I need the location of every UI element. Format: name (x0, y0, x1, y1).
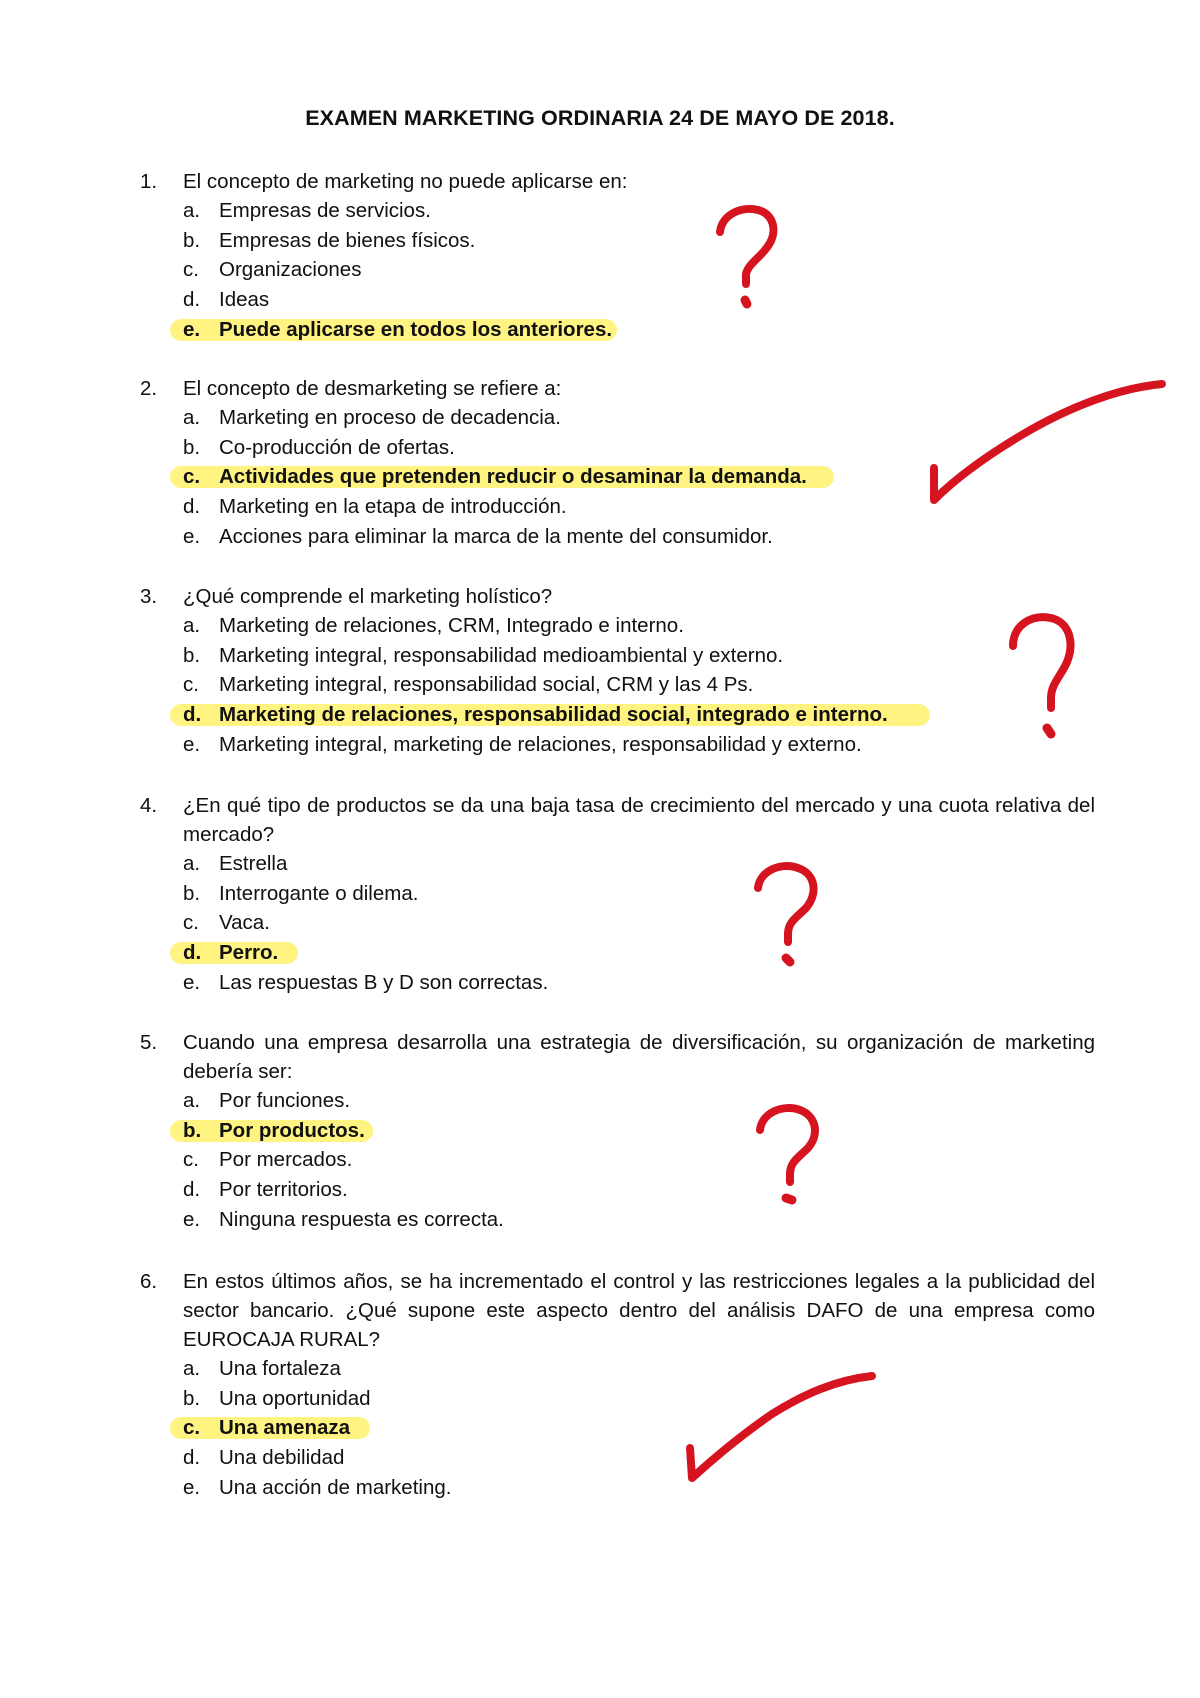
option-letter: c. (183, 1148, 199, 1172)
option-letter: d. (183, 703, 202, 727)
option-letter: d. (183, 941, 202, 965)
option-a (183, 611, 1095, 641)
option-letter: c. (183, 1416, 201, 1440)
option-a (183, 1354, 1095, 1384)
option-text: Una amenaza (219, 1416, 351, 1440)
option-text: Marketing en la etapa de introducción. (219, 495, 567, 519)
option-text: Marketing de relaciones, responsabilidad social, integrado e interno. (219, 703, 888, 727)
option-text: Una debilidad (219, 1446, 345, 1470)
option-text: Por territorios. (219, 1178, 348, 1202)
option-e (183, 1473, 1095, 1503)
option-letter: b. (183, 1386, 201, 1410)
option-c (183, 1145, 1095, 1175)
check-mark-icon (680, 1366, 880, 1496)
option-letter: b. (183, 1118, 202, 1142)
option-letter: a. (183, 852, 201, 875)
option-text: Una fortaleza (219, 1357, 341, 1380)
option-b (183, 1384, 1095, 1414)
option-text: Una acción de marketing. (219, 1475, 452, 1499)
option-text: Empresas de servicios. (219, 199, 431, 222)
option-c (183, 255, 1095, 285)
option-letter: b. (183, 435, 201, 459)
question-3 (140, 582, 1095, 759)
option-e (183, 522, 1095, 552)
question-text: El concepto de desmarketing se refiere a: (183, 377, 562, 400)
option-letter: a. (183, 199, 201, 222)
option-c-highlighted (183, 1413, 1095, 1443)
option-letter: e. (183, 1475, 201, 1499)
option-letter: e. (183, 970, 201, 994)
option-text: Co-producción de ofertas. (219, 435, 455, 459)
check-mark-icon (920, 372, 1170, 512)
option-e (183, 1205, 1095, 1235)
question-number: 3. (140, 585, 158, 608)
option-letter: d. (183, 1178, 201, 1202)
option-letter: e. (183, 317, 201, 341)
option-text: Puede aplicarse en todos los anteriores. (219, 317, 613, 341)
option-text: Marketing de relaciones, CRM, Integrado e interno. (219, 614, 684, 637)
option-text: Marketing integral, responsabilidad social, CRM y las 4 Ps. (219, 673, 754, 697)
option-text: Ideas (219, 288, 270, 312)
option-a (183, 1086, 1095, 1116)
question-5 (140, 1028, 1095, 1234)
question-number: 6. (140, 1270, 158, 1293)
option-text: Perro. (219, 941, 279, 965)
option-text: Por funciones. (219, 1089, 351, 1112)
option-d (183, 1175, 1095, 1205)
option-text: Una oportunidad (219, 1386, 371, 1410)
option-letter: b. (183, 881, 201, 905)
option-letter: c. (183, 465, 201, 489)
question-mark-icon (750, 1104, 830, 1214)
question-number: 1. (140, 170, 158, 193)
option-letter: e. (183, 732, 201, 756)
option-c (183, 908, 1095, 938)
page-title: EXAMEN MARKETING ORDINARIA 24 DE MAYO DE 2018. (305, 106, 895, 130)
option-letter: b. (183, 228, 201, 252)
option-b (183, 641, 1095, 671)
option-letter: a. (183, 1089, 201, 1112)
question-text: ¿En qué tipo de productos se da una baja tasa de crecimiento del mercado y una cuota relativa del mercado? (183, 794, 1095, 846)
option-e (183, 730, 1095, 760)
option-text: Interrogante o dilema. (219, 881, 419, 905)
option-text: Marketing en proceso de decadencia. (219, 406, 561, 429)
option-letter: a. (183, 614, 201, 637)
question-number: 5. (140, 1031, 158, 1054)
option-d (183, 285, 1095, 315)
question-text: Cuando una empresa desarrolla una estrategia de diversificación, su organización de marketing debería ser: (183, 1031, 1095, 1083)
option-d-highlighted (183, 700, 1095, 730)
option-b (183, 226, 1095, 256)
option-text: Marketing integral, responsabilidad medioambiental y externo. (219, 643, 784, 667)
option-letter: a. (183, 1357, 201, 1380)
option-letter: d. (183, 288, 201, 312)
option-letter: d. (183, 1446, 201, 1470)
option-text: Por mercados. (219, 1148, 353, 1172)
option-text: Vaca. (219, 911, 270, 935)
question-mark-icon (748, 862, 828, 972)
option-c (183, 670, 1095, 700)
option-e-highlighted (183, 315, 1095, 345)
option-a (183, 849, 1095, 879)
question-mark-icon (1005, 612, 1085, 742)
option-letter: b. (183, 643, 201, 667)
option-text: Actividades que pretenden reducir o desaminar la demanda. (219, 465, 807, 489)
option-d (183, 1443, 1095, 1473)
option-text: Estrella (219, 852, 288, 875)
question-number: 2. (140, 377, 158, 400)
option-text: Acciones para eliminar la marca de la mente del consumidor. (219, 524, 773, 548)
option-text: Organizaciones (219, 258, 362, 282)
option-letter: d. (183, 495, 201, 519)
question-6 (140, 1267, 1095, 1502)
question-mark-icon (708, 204, 788, 314)
question-text: En estos últimos años, se ha incrementado el control y las restricciones legales a la publicidad del sector bancario. ¿Qué supone este aspecto dentro del análisis DAFO de una empresa como EUROCAJA RURAL? (183, 1270, 1095, 1351)
question-text: El concepto de marketing no puede aplicarse en: (183, 170, 628, 193)
option-text: Empresas de bienes físicos. (219, 228, 476, 252)
option-b (183, 879, 1095, 909)
option-d-highlighted (183, 938, 1095, 968)
option-text: Ninguna respuesta es correcta. (219, 1207, 504, 1231)
option-letter: a. (183, 406, 201, 429)
question-number: 4. (140, 794, 158, 817)
option-text: Las respuestas B y D son correctas. (219, 970, 549, 994)
option-letter: c. (183, 673, 199, 697)
option-letter: e. (183, 524, 201, 548)
option-e (183, 968, 1095, 998)
option-letter: c. (183, 258, 199, 282)
option-letter: e. (183, 1207, 201, 1231)
question-text: ¿Qué comprende el marketing holístico? (183, 585, 553, 608)
option-text: Marketing integral, marketing de relaciones, responsabilidad y externo. (219, 732, 862, 756)
option-b-highlighted (183, 1116, 1095, 1146)
question-4 (140, 791, 1095, 997)
question-1 (140, 167, 1095, 344)
option-letter: c. (183, 911, 199, 935)
option-text: Por productos. (219, 1118, 365, 1142)
option-a (183, 196, 1095, 226)
